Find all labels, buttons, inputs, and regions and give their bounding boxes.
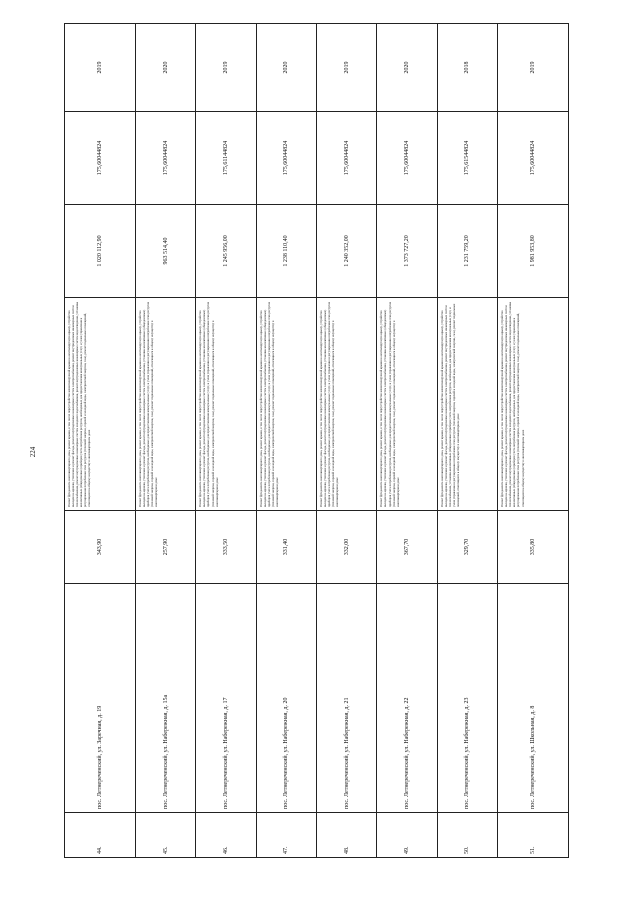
- unit-rate: 175,60044824: [65, 112, 136, 205]
- table-row: [377, 24, 437, 858]
- works-cost: 1 020 112,90: [65, 205, 136, 298]
- house-area: 257,90: [135, 511, 195, 584]
- planned-year: 2020: [135, 24, 195, 112]
- house-address: пос. Летнереченский, ул. Набережная, д. 15а: [135, 584, 195, 813]
- house-area: 331,40: [256, 511, 316, 584]
- unit-rate: 175,60044824: [256, 112, 316, 205]
- table-frame: [64, 61, 569, 858]
- works-cost: 963 514,40: [135, 205, 195, 298]
- house-address: пос. Летнереченский, ул. Набережная, д. 22: [377, 584, 437, 813]
- repair-schedule-table: [64, 23, 569, 858]
- unit-rate: 175,60044824: [316, 112, 376, 205]
- planned-year: 2018: [437, 24, 497, 112]
- rotated-table-container: [64, 61, 569, 858]
- row-number: 51.: [498, 813, 569, 858]
- house-address: пос. Летнереченский, ул. Заречная, д. 19: [65, 584, 136, 813]
- planned-year: 2020: [256, 24, 316, 112]
- house-address: пос. Летнереченский, ул. Набережная, д. 17: [196, 584, 256, 813]
- planned-year: 2020: [377, 24, 437, 112]
- works-description: Ремонт фундамента многоквартирного дома, ремонт крыши, в том числе переустройство невентилируемой крыши на вентилируемую крышу, устройство выходов на кровлю, утепление и ремонт фасада, ремонт внутридомовых инженерных систем электроснабжения, установка коллективных (общедомовых) приборов учета потребления ресурсов, необходимых для предоставления коммунальных услуг, и узлов управления и регулирования потребления этих ресурсов (тепловой энергии, горячей и холодной воды, электрической энергии, газа), ремонт подвальных помещений, относящихся к общему имуществу в многоквартирном доме: [135, 298, 195, 511]
- table-row: [196, 24, 256, 858]
- unit-rate: 175,60044824: [498, 112, 569, 205]
- house-area: 332,00: [316, 511, 376, 584]
- table-row: [256, 24, 316, 858]
- works-cost: 1 373 727,20: [377, 205, 437, 298]
- house-address: пос. Летнереченский, ул. Школьная, д. 8: [498, 584, 569, 813]
- house-area: 335,80: [498, 511, 569, 584]
- house-area: 329,70: [437, 511, 497, 584]
- row-number: 49.: [377, 813, 437, 858]
- unit-rate: 175,60044824: [377, 112, 437, 205]
- works-description: Ремонт фундамента многоквартирного дома, ремонт крыши, в том числе переустройство невентилируемой крыши на вентилируемую крышу, устройство выходов на кровлю, утепление и ремонт фасада, ремонт внутридомовых инженерных систем электроснабжения, ремонт внутридомовых инженерных систем теплоснабжения, ремонт внутридомовых инженерных систем холодного водоснабжения, ремонт внутридомовых инженерных систем водоотведения, установка коллективных (общедомовых) приборов учета потребления ресурсов, необходимых для предоставления коммунальных услуг, и узлов управления и регулирования потребления этих ресурсов (тепловой энергии, горячей и холодной воды, электрической энергии, газа), ремонт подвальных помещений, относящихся к общему имуществу в многоквартирном доме: [65, 298, 136, 511]
- unit-rate: 175,61544824: [437, 112, 497, 205]
- planned-year: 2019: [65, 24, 136, 112]
- works-description: Ремонт фундамента многоквартирного дома, ремонт крыши, в том числе переустройство невентилируемой крыши на вентилируемую крышу, устройство выходов на кровлю, утепление и ремонт фасада, ремонт внутридомовых инженерных систем электроснабжения, ремонт внутридомовых инженерных систем теплоснабжения, установка коллективных (общедомовых) приборов учета потребления ресурсов, необходимых для предоставления коммунальных услуг, и узлов управления и регулирования потребления этих ресурсов (тепловой энергии, горячей и холодной воды, электрической энергии, газа), ремонт подвальных помещений, относящихся к общему имуществу в многоквартирном доме: [437, 298, 497, 511]
- page-number: 224: [29, 446, 37, 458]
- works-description: Ремонт фундамента многоквартирного дома, ремонт крыши, в том числе переустройство невентилируемой крыши на вентилируемую крышу, устройство выходов на кровлю, утепление и ремонт фасада, ремонт внутридомовых инженерных систем электроснабжения, установка коллективных (общедомовых) приборов учета потребления ресурсов, необходимых для предоставления коммунальных услуг, и узлов управления и регулирования потребления этих ресурсов (тепловой энергии, горячей и холодной воды, электрической энергии, газа), ремонт подвальных помещений, относящихся к общему имуществу в многоквартирном доме: [256, 298, 316, 511]
- house-area: 367,70: [377, 511, 437, 584]
- house-address: пос. Летнереченский, ул. Набережная, д. 23: [437, 584, 497, 813]
- planned-year: 2019: [498, 24, 569, 112]
- works-description: Ремонт фундамента многоквартирного дома, ремонт крыши, в том числе переустройство невентилируемой крыши на вентилируемую крышу, устройство выходов на кровлю, утепление и ремонт фасада, ремонт внутридомовых инженерных систем электроснабжения, установка коллективных (общедомовых) приборов учета потребления ресурсов, необходимых для предоставления коммунальных услуг, и узлов управления и регулирования потребления этих ресурсов (тепловой энергии, горячей и холодной воды, электрической энергии, газа), ремонт подвальных помещений, относящихся к общему имуществу в многоквартирном доме: [316, 298, 376, 511]
- house-area: 333,50: [196, 511, 256, 584]
- table-row: [65, 24, 136, 858]
- works-description: Ремонт фундамента многоквартирного дома, ремонт крыши, в том числе переустройство невентилируемой крыши на вентилируемую крышу, устройство выходов на кровлю, утепление и ремонт фасада, ремонт внутридомовых инженерных систем электроснабжения, ремонт внутридомовых инженерных систем теплоснабжения, ремонт внутридомовых инженерных систем холодного водоснабжения, ремонт внутридомовых инженерных систем водоотведения, установка коллективных (общедомовых) приборов учета потребления ресурсов, необходимых для предоставления коммунальных услуг, и узлов управления и регулирования потребления этих ресурсов (тепловой энергии, горячей и холодной воды, электрической энергии, газа), ремонт подвальных помещений, относящихся к общему имуществу в многоквартирном доме: [498, 298, 569, 511]
- planned-year: 2019: [196, 24, 256, 112]
- house-area: 343,90: [65, 511, 136, 584]
- row-number: 47.: [256, 813, 316, 858]
- works-cost: 1 245 956,00: [196, 205, 256, 298]
- planned-year: 2019: [316, 24, 376, 112]
- row-number: 50.: [437, 813, 497, 858]
- works-cost: 1 231 759,20: [437, 205, 497, 298]
- works-description: Ремонт фундамента многоквартирного дома, ремонт крыши, в том числе переустройство невентилируемой крыши на вентилируемую крышу, устройство выходов на кровлю, утепление и ремонт фасада, ремонт внутридомовых инженерных систем электроснабжения, установка коллективных (общедомовых) приборов учета потребления ресурсов, необходимых для предоставления коммунальных услуг, и узлов управления и регулирования потребления этих ресурсов (тепловой энергии, горячей и холодной воды, электрической энергии, газа), ремонт подвальных помещений, относящихся к общему имуществу в многоквартирном доме: [377, 298, 437, 511]
- works-cost: 1 981 953,80: [498, 205, 569, 298]
- table-row: [437, 24, 497, 858]
- row-number: 45.: [135, 813, 195, 858]
- works-description: Ремонт фундамента многоквартирного дома, ремонт крыши, в том числе переустройство невентилируемой крыши на вентилируемую крышу, устройство выходов на кровлю, утепление и ремонт фасада, ремонт внутридомовых инженерных систем электроснабжения, установка коллективных (общедомовых) приборов учета потребления ресурсов, необходимых для предоставления коммунальных услуг, и узлов управления и регулирования потребления этих ресурсов (тепловой энергии, горячей и холодной воды, электрической энергии, газа), ремонт подвальных помещений, относящихся к общему имуществу в многоквартирном доме: [196, 298, 256, 511]
- table-body: [65, 24, 569, 858]
- table-row: [135, 24, 195, 858]
- house-address: пос. Летнереченский, ул. Набережная, д. 21: [316, 584, 376, 813]
- table-row: [316, 24, 376, 858]
- works-cost: 1 238 110,40: [256, 205, 316, 298]
- row-number: 44.: [65, 813, 136, 858]
- unit-rate: 175,61144824: [196, 112, 256, 205]
- unit-rate: 175,60044824: [135, 112, 195, 205]
- row-number: 46.: [196, 813, 256, 858]
- row-number: 48.: [316, 813, 376, 858]
- house-address: пос. Летнереченский, ул. Набережная, д. 20: [256, 584, 316, 813]
- table-row: [498, 24, 569, 858]
- works-cost: 1 240 352,00: [316, 205, 376, 298]
